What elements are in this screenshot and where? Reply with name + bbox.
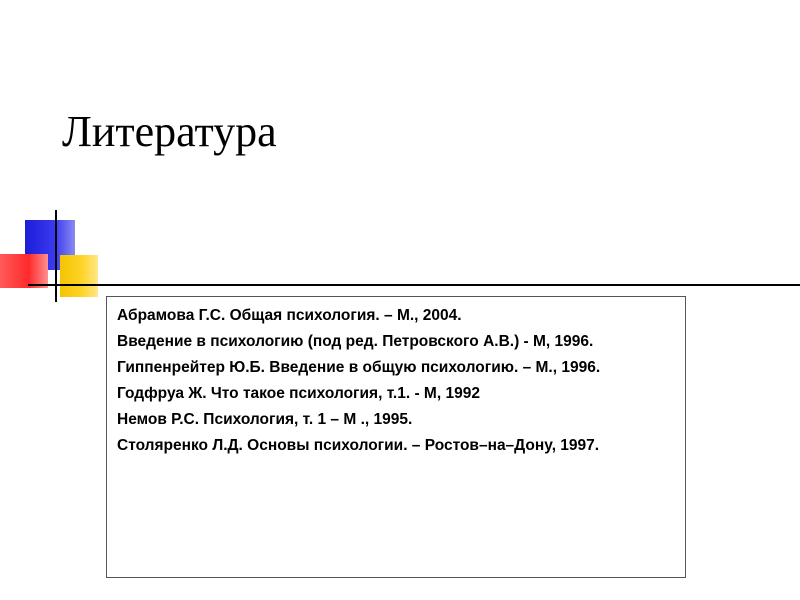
red-square-decoration: [0, 254, 48, 288]
list-item: Гиппенрейтер Ю.Б. Введение в общую психологию. – М., 1996.: [117, 359, 601, 376]
decorative-corner-graphic: [0, 210, 800, 310]
list-item: Столяренко Л.Д. Основы психологии. – Ростов–на–Дону, 1997.: [117, 437, 600, 454]
yellow-square-decoration: [60, 255, 98, 297]
list-item: Немов Р.С. Психология, т. 1 – М ., 1995.: [117, 411, 413, 428]
horizontal-divider-line: [28, 284, 800, 286]
vertical-divider-line: [55, 210, 57, 302]
list-item: Введение в психологию (под ред. Петровского А.В.) - М, 1996.: [117, 333, 594, 350]
reference-list: [117, 305, 675, 456]
list-item: Абрамова Г.С. Общая психология. – М., 2004.: [117, 307, 462, 324]
list-item: Годфруа Ж. Что такое психология, т.1. - М, 1992: [117, 385, 480, 402]
references-box: [106, 296, 686, 578]
page-title: Литература: [62, 107, 277, 156]
